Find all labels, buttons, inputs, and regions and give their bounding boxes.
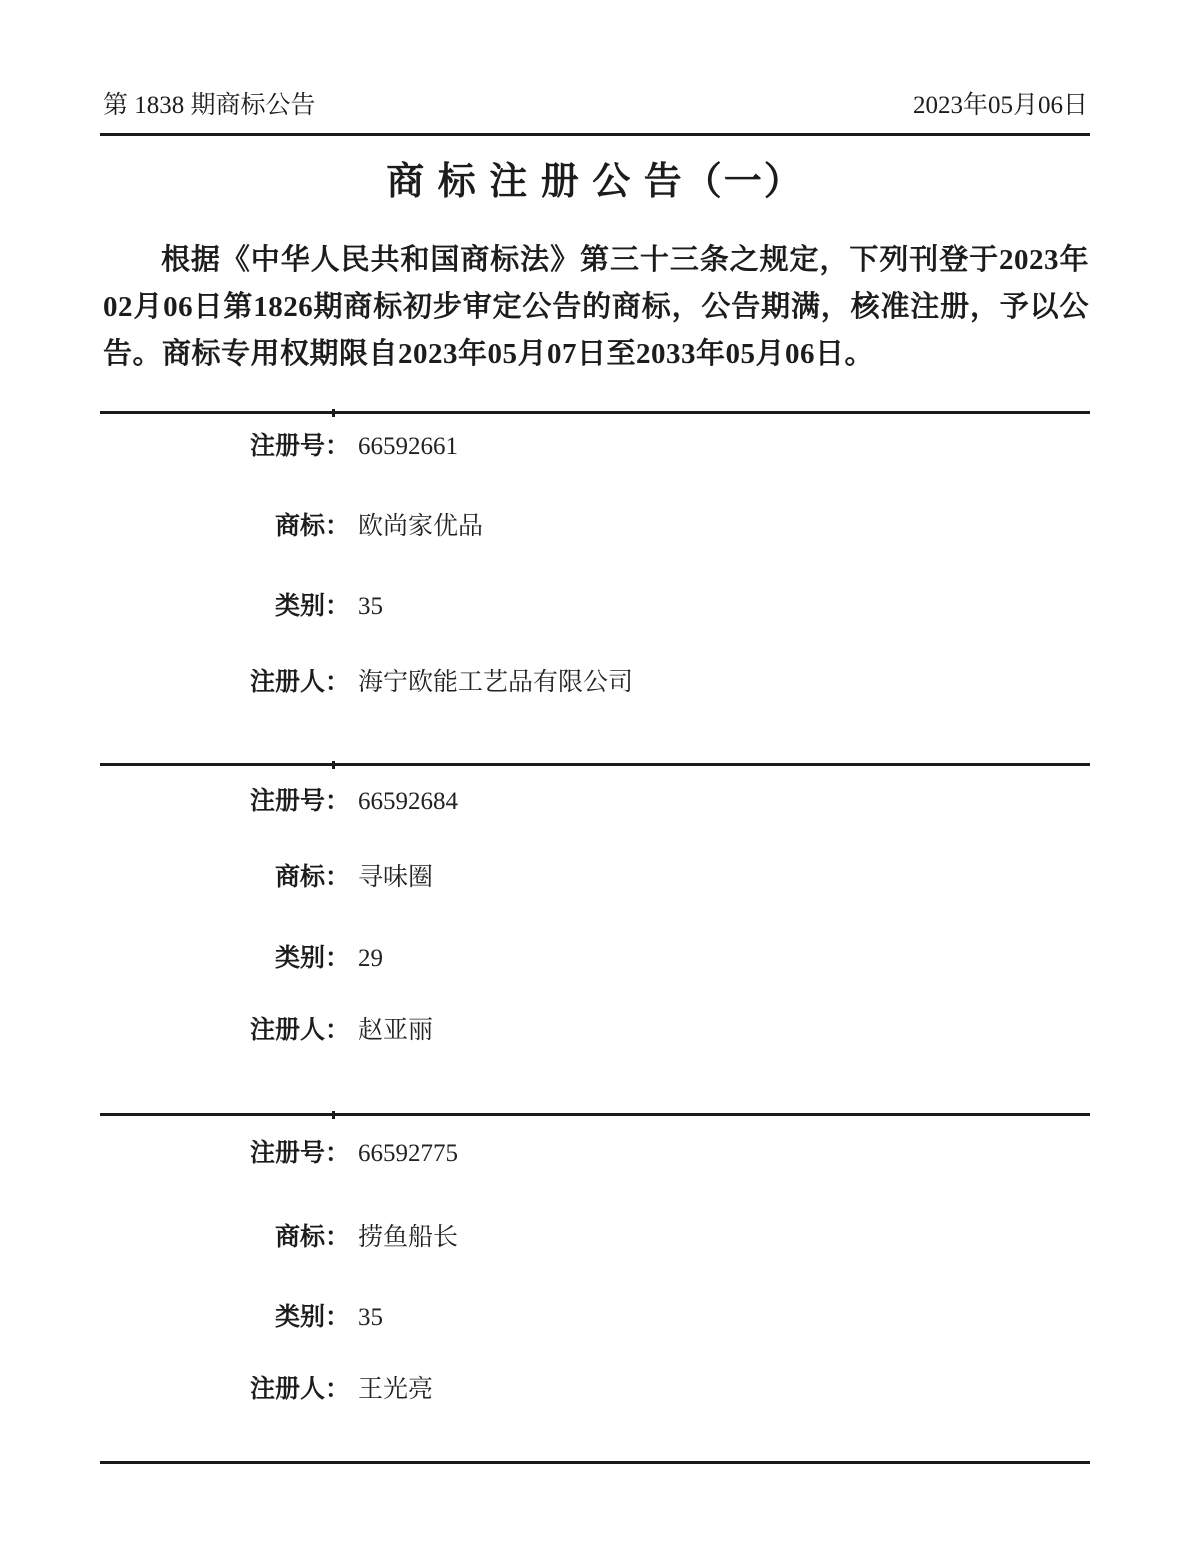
registrant-label: 注册人： (249, 669, 350, 696)
record-row-category (103, 1302, 1090, 1334)
category-label: 类别： (274, 945, 350, 972)
record-row-trademark (103, 862, 1090, 894)
regno-value: 66592661 (358, 433, 458, 460)
registrant-value: 海宁欧能工艺品有限公司 (358, 669, 634, 696)
trademark-label: 商标： (274, 513, 350, 540)
separator-tick (332, 409, 335, 417)
gazette-issue: 第 1838 期商标公告 (103, 92, 316, 119)
bottom-rule (100, 1461, 1090, 1464)
record-row-regno (103, 1138, 1090, 1170)
regno-value: 66592775 (358, 1140, 458, 1167)
record-separator (100, 411, 1090, 414)
trademark-value: 捞鱼船长 (358, 1224, 459, 1251)
separator-tick (332, 761, 335, 769)
record-row-regno (103, 431, 1090, 463)
registrant-label: 注册人： (249, 1017, 350, 1044)
regno-label: 注册号： (249, 1140, 350, 1167)
record-row-registrant (103, 667, 1090, 699)
trademark-value: 欧尚家优品 (358, 513, 484, 540)
regno-label: 注册号： (249, 433, 350, 460)
record-row-registrant (103, 1015, 1090, 1047)
trademark-label: 商标： (274, 864, 350, 891)
regno-value: 66592684 (358, 788, 458, 815)
category-label: 类别： (274, 1304, 350, 1331)
header-rule (100, 133, 1090, 136)
category-value: 35 (358, 593, 383, 620)
record-row-category (103, 591, 1090, 623)
record-row-regno (103, 786, 1090, 818)
record-row-trademark (103, 1222, 1090, 1254)
category-value: 29 (358, 945, 383, 972)
record-separator (100, 1113, 1090, 1116)
gazette-date: 2023年05月06日 (912, 92, 1088, 119)
record-row-category (103, 943, 1090, 975)
page-title: 商 标 注 册 公 告（一） (386, 161, 804, 203)
registrant-value: 王光亮 (358, 1376, 434, 1403)
registrant-label: 注册人： (249, 1376, 350, 1403)
separator-tick (332, 1111, 335, 1119)
trademark-label: 商标： (274, 1224, 350, 1251)
record-row-registrant (103, 1374, 1090, 1406)
record-separator (100, 763, 1090, 766)
registrant-value: 赵亚丽 (358, 1017, 434, 1044)
regno-label: 注册号： (249, 788, 350, 815)
trademark-value: 寻味圈 (358, 864, 434, 891)
category-label: 类别： (274, 593, 350, 620)
record-row-trademark (103, 511, 1090, 543)
category-value: 35 (358, 1304, 383, 1331)
intro-paragraph: 根据《中华人民共和国商标法》第三十三条之规定，下列刊登于2023年02月06日第1826期商标初步审定公告的商标，公告期满，核准注册，予以公告。商标专用权期限自2023年05月07日至2033年05月06日。 (103, 244, 1089, 370)
page-header (103, 90, 1088, 122)
